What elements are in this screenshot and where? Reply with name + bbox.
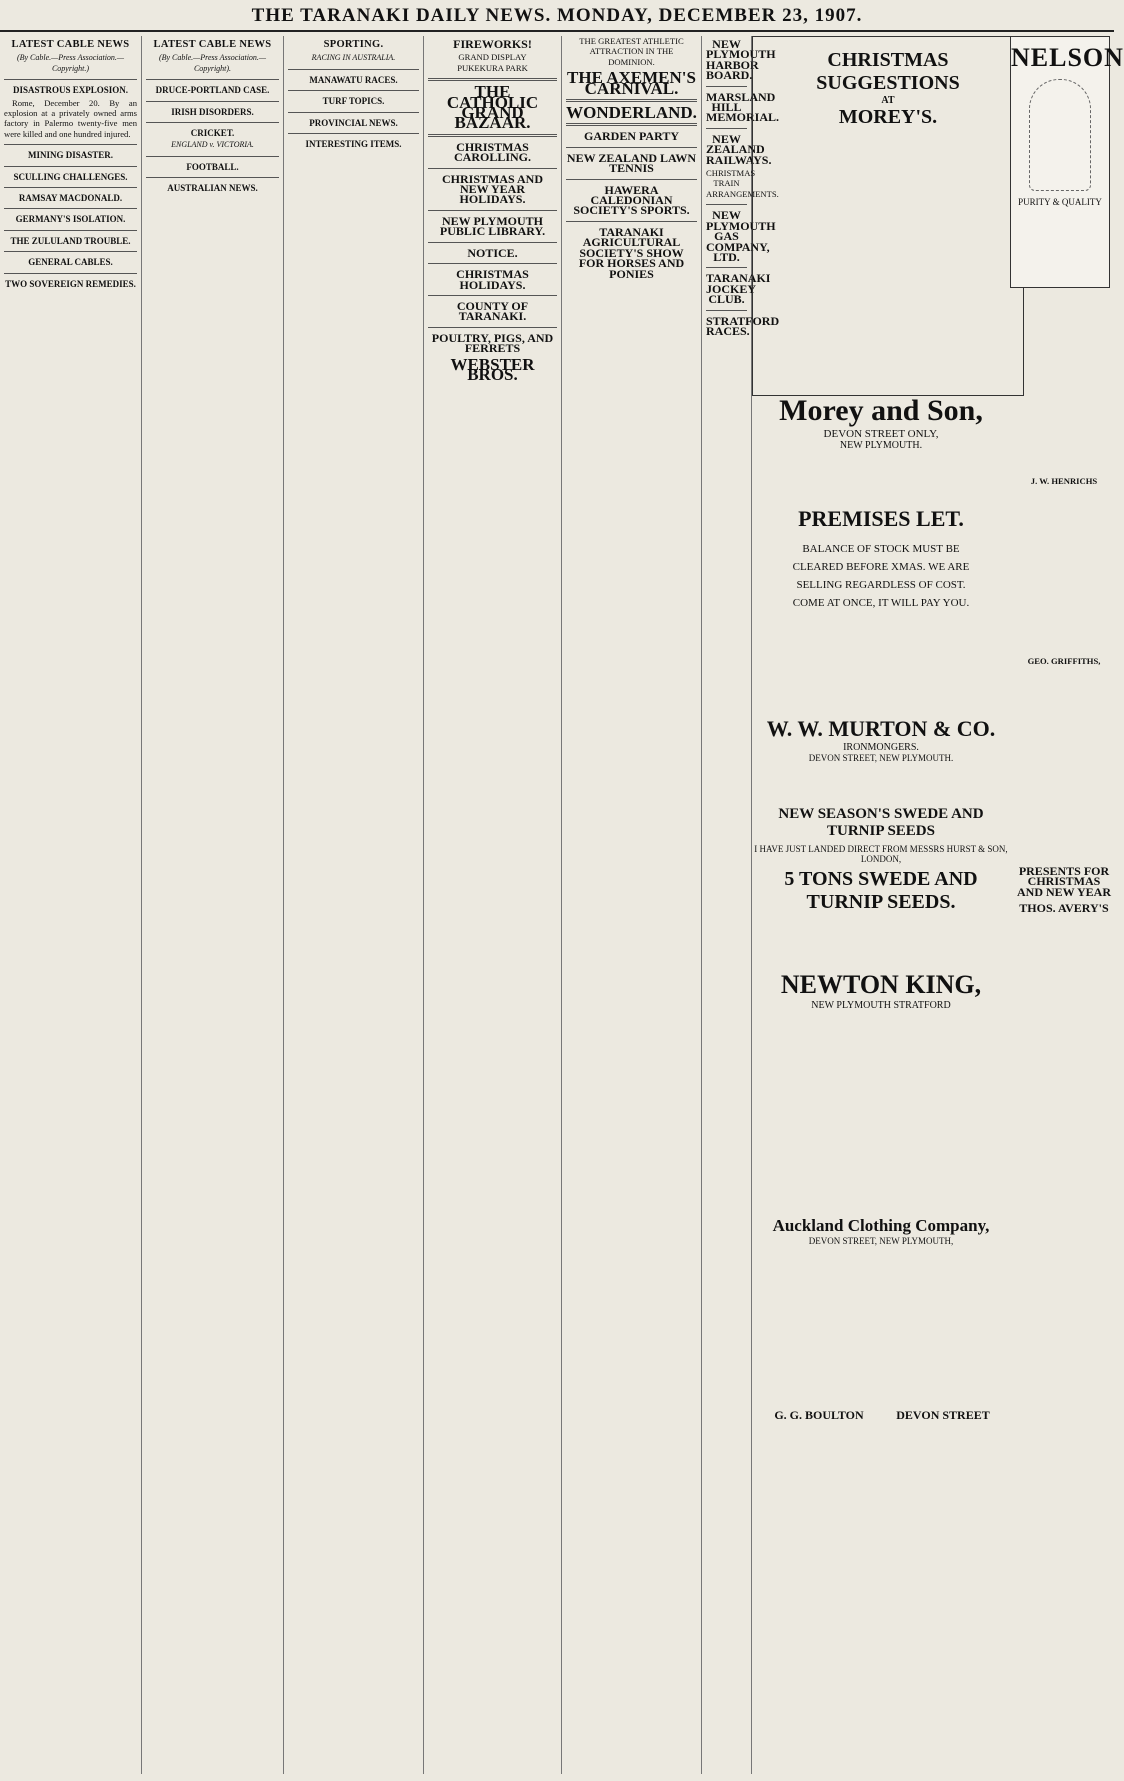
murton-sub: IRONMONGERS.	[843, 742, 919, 753]
source-line: (By Cable.—Press Association.—Copyright.)	[16, 53, 125, 73]
ad-moreys	[752, 36, 1024, 396]
avery-name: THOS. AVERY'S	[1019, 901, 1109, 916]
ad-gas: NEW PLYMOUTH GAS COMPANY, LTD.	[706, 208, 776, 264]
ad-fireworks: FIREWORKS!	[453, 37, 532, 51]
subhead-cricket: ENGLAND v. VICTORIA.	[171, 140, 254, 150]
headline-australian: AUSTRALIAN NEWS.	[167, 183, 258, 194]
auckland-name: Auckland Clothing Company,	[772, 1216, 990, 1235]
suggest-store: MOREY'S.	[838, 106, 938, 128]
ad-county: COUNTY OF TARANAKI.	[456, 298, 529, 324]
headline-zululand: THE ZULULAND TROUBLE.	[10, 235, 131, 246]
ad-christmas-holidays: CHRISTMAS HOLIDAYS.	[456, 267, 529, 292]
ad-premises	[752, 506, 1010, 612]
ad-library: NEW PLYMOUTH PUBLIC LIBRARY.	[439, 213, 546, 239]
tons-line: 5 TONS SWEDE AND TURNIP SEEDS.	[784, 868, 978, 913]
subhead-racing: RACING IN AUSTRALIA.	[311, 53, 396, 63]
column-cable-news-2	[142, 36, 284, 1774]
ad-auckland-clothing	[752, 1216, 1010, 1246]
column-sporting	[284, 36, 424, 1774]
ad-griffiths	[1016, 656, 1112, 666]
ad-caledonian: HAWERA CALEDONIAN SOCIETY'S SPORTS.	[573, 182, 690, 218]
headline-cricket: CRICKET.	[190, 128, 235, 139]
headline-turf: TURF TOPICS.	[322, 96, 385, 107]
ad-morey-son	[752, 394, 1010, 451]
newton-towns: NEW PLYMOUTH STRATFORD	[811, 1000, 951, 1011]
ad-poultry: POULTRY, PIGS, AND FERRETS	[431, 330, 554, 356]
henrichs-name: J. W. HENRICHS	[1030, 476, 1098, 486]
column-ads-2	[562, 36, 702, 1774]
balance-text: BALANCE OF STOCK MUST BE CLEARED BEFORE XMAS. WE ARE SELLING REGARDLESS OF COST. COME AT ONCE, IT WILL PAY YOU.	[792, 543, 970, 609]
seeds-title: NEW SEASON'S SWEDE AND TURNIP SEEDS	[778, 806, 984, 839]
murton-addr: DEVON STREET, NEW PLYMOUTH.	[808, 753, 954, 763]
ad-garden-party: GARDEN PARTY	[583, 129, 680, 144]
section-header: LATEST CABLE NEWS	[11, 39, 130, 50]
newton-name: NEWTON KING,	[780, 970, 982, 999]
headline-football: FOOTBALL.	[186, 161, 239, 172]
ad-avery	[1016, 866, 1112, 914]
ad-murton	[752, 716, 1010, 763]
presents-title: PRESENTS FOR CHRISTMAS AND NEW YEAR	[1016, 864, 1111, 899]
morey-name: Morey and Son,	[779, 394, 983, 427]
ad-fireworks-sub: GRAND DISPLAY	[458, 52, 527, 63]
ad-train: CHRISTMAS TRAIN ARRANGEMENTS.	[706, 168, 779, 199]
article-text: Rome, December 20. By an explosion at a privately owned arms factory in Palermo twenty-five men were killed and one hundred injured.	[4, 97, 137, 139]
ad-marsland: MARSLAND HILL MEMORIAL.	[706, 89, 779, 125]
ad-holidays: CHRISTMAS AND NEW YEAR HOLIDAYS.	[441, 171, 543, 207]
ad-carolling: CHRISTMAS CAROLLING.	[453, 139, 531, 165]
headline-sculling: SCULLING CHALLENGES.	[13, 171, 128, 182]
nelson-brand: NELSON	[1011, 43, 1124, 72]
ad-fireworks-park: PUKEKURA PARK	[457, 62, 528, 73]
ad-bazaar: THE CATHOLIC GRAND BAZAAR.	[446, 82, 539, 133]
section-header: SPORTING.	[323, 39, 384, 50]
headline-explosion: DISASTROUS EXPLOSION.	[12, 85, 129, 96]
headline-manawatu: MANAWATU RACES.	[309, 74, 398, 85]
ad-athletic: THE GREATEST ATHLETIC ATTRACTION IN THE DOMINION.	[579, 36, 684, 67]
ad-seeds	[752, 806, 1010, 1011]
figure-illustration	[1029, 79, 1091, 191]
ad-henrichs	[1016, 476, 1112, 486]
display-ads	[752, 36, 1124, 1776]
ad-railways: NEW ZEALAND RAILWAYS.	[706, 131, 772, 167]
source-line: (By Cable.—Press Association.—Copyright).	[158, 53, 267, 73]
ad-notice: NOTICE.	[467, 245, 518, 260]
headline-remedies: TWO SOVEREIGN REMEDIES.	[5, 278, 136, 289]
suggest-at: AT	[881, 95, 895, 106]
headline-interesting: INTERESTING ITEMS.	[305, 139, 402, 150]
ad-lawn-tennis: NEW ZEALAND LAWN TENNIS	[566, 150, 697, 176]
headline-irish: IRISH DISORDERS.	[171, 106, 254, 117]
boulton-name: G. G. BOULTON	[774, 1408, 864, 1422]
column-ads-1	[424, 36, 562, 1774]
nelson-tag: PURITY & QUALITY	[1018, 197, 1102, 207]
ad-nelson-tea	[1010, 36, 1124, 288]
premises-title: PREMISES LET.	[798, 506, 964, 531]
ad-jockey: TARANAKI JOCKEY CLUB.	[706, 271, 771, 307]
morey-addr: DEVON STREET ONLY,	[823, 428, 939, 440]
auckland-addr: DEVON STREET, NEW PLYMOUTH,	[808, 1236, 954, 1246]
ad-harbor: NEW PLYMOUTH HARBOR BOARD.	[706, 37, 776, 83]
ad-boulton	[752, 1406, 1010, 1424]
ad-stratford: STRATFORD RACES.	[706, 313, 780, 338]
masthead: THE TARANAKI DAILY NEWS. MONDAY, DECEMBER 23, 1907.	[0, 0, 1114, 32]
morey-town: NEW PLYMOUTH.	[839, 440, 923, 451]
ad-show: TARANAKI AGRICULTURAL SOCIETY'S SHOW FOR HORSES AND PONIES	[578, 224, 685, 281]
murton-name: W. W. MURTON & CO.	[766, 716, 996, 741]
headline-macdonald: RAMSAY MACDONALD.	[18, 193, 123, 204]
seeds-sub: I HAVE JUST LANDED DIRECT FROM MESSRS HURST & SON, LONDON,	[754, 844, 1008, 864]
ad-axemen: THE AXEMEN'S CARNIVAL.	[567, 68, 696, 98]
headline-general: GENERAL CABLES.	[28, 257, 113, 268]
column-ads-3	[702, 36, 780, 1774]
ad-wonderland: WONDERLAND.	[566, 103, 697, 123]
section-header: LATEST CABLE NEWS	[153, 39, 272, 50]
ad-webster: WEBSTER BROS.	[450, 354, 535, 384]
headline-druce: DRUCE-PORTLAND CASE.	[155, 85, 270, 96]
headline-germany: GERMANY'S ISOLATION.	[15, 214, 126, 225]
headline-mining: MINING DISASTER.	[27, 150, 114, 161]
boulton-street: DEVON STREET	[896, 1408, 990, 1422]
headline-provincial: PROVINCIAL NEWS.	[309, 117, 398, 128]
suggest-title: CHRISTMAS SUGGESTIONS	[816, 49, 960, 94]
column-cable-news-1	[0, 36, 142, 1774]
griffiths-name: GEO. GRIFFITHS,	[1027, 656, 1101, 666]
